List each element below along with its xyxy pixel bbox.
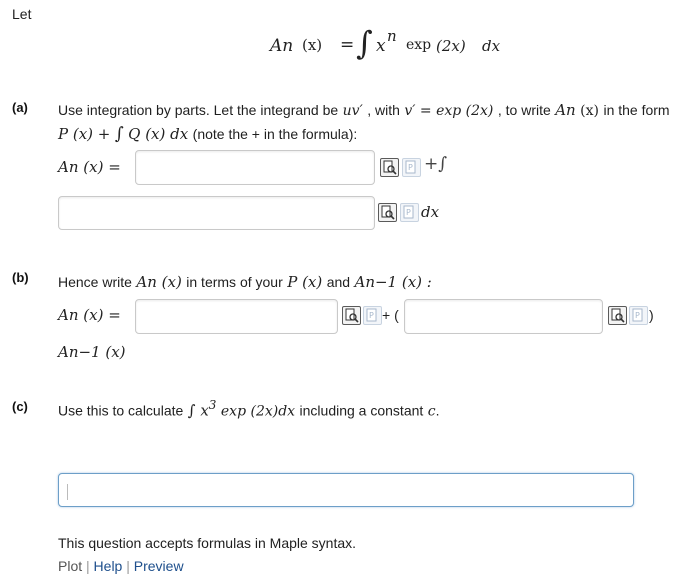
part-a-line1 — [58, 101, 700, 121]
formula-func: exp — [406, 37, 432, 53]
part-a-text: , to write — [497, 102, 551, 118]
part-b-label: (b) — [12, 270, 29, 285]
plus-integral: +∫ — [424, 154, 448, 174]
preview-link[interactable]: Preview — [133, 558, 184, 574]
maple-syntax-note: This question accepts formulas in Maple syntax. — [58, 535, 357, 551]
svg-text:P: P — [408, 163, 413, 172]
equation-help-icon[interactable] — [629, 306, 648, 325]
equation-help-icon[interactable] — [400, 203, 419, 222]
part-a-an: An — [555, 101, 576, 119]
part-b-text: in terms of your — [186, 274, 283, 290]
part-c-constant: c — [427, 403, 436, 420]
part-b-answer-field-1[interactable] — [135, 299, 338, 334]
part-a-answer-field-1[interactable] — [135, 150, 375, 185]
part-c-expr: exp (2x)dx — [220, 403, 296, 420]
part-a-label: (a) — [12, 100, 28, 115]
part-c-line1 — [58, 398, 439, 420]
formula-func-arg: (2x) — [436, 37, 466, 55]
help-link[interactable]: Help — [93, 558, 123, 574]
part-a-text: in the form — [603, 102, 670, 118]
main-formula — [270, 24, 530, 66]
part-a-exp: exp (2x) — [436, 103, 494, 119]
part-b-below: An−1 (x) — [58, 343, 126, 361]
equation-help-icon[interactable] — [402, 158, 421, 177]
let-label: Let — [12, 6, 32, 22]
part-c-text: Use this to calculate — [58, 402, 184, 419]
equation-help-icon[interactable] — [363, 306, 382, 325]
part-a-lhs: An (x) = — [58, 158, 121, 176]
svg-text:P: P — [635, 311, 640, 320]
part-c-integral: ∫ x — [187, 401, 209, 420]
part-b-answer-field-2[interactable] — [404, 299, 603, 334]
part-a-line2 — [58, 124, 357, 144]
plot-link[interactable]: Plot — [58, 558, 83, 574]
part-c-label: (c) — [12, 399, 28, 414]
part-a-uv: uv′ — [342, 103, 363, 119]
text-caret — [67, 484, 68, 500]
preview-icon[interactable] — [380, 158, 399, 177]
part-a-int: ∫ — [114, 124, 124, 144]
part-a-xarg: (x) — [580, 103, 599, 119]
part-a-eq: = — [419, 103, 432, 119]
footer-links — [58, 558, 184, 574]
separator: | — [126, 558, 130, 574]
formula-arg: (x) — [302, 36, 323, 54]
part-a-text: , with — [367, 102, 400, 118]
part-a-q: Q (x) dx — [128, 125, 189, 143]
svg-text:P: P — [369, 311, 374, 320]
part-c-period: . — [435, 402, 440, 419]
part-a-text: (note the + in the formula): — [192, 126, 358, 142]
formula-equals: = — [340, 35, 355, 55]
formula-dx: dx — [482, 37, 501, 55]
svg-text:P: P — [406, 208, 411, 217]
part-a-p: P (x) + — [58, 125, 111, 143]
part-b-line1 — [58, 273, 432, 292]
preview-icon[interactable] — [378, 203, 397, 222]
formula-power: n — [387, 27, 397, 45]
part-a-v: v′ — [404, 103, 416, 119]
part-c-text: including a constant — [299, 402, 424, 419]
part-b-an1: An−1 (x) : — [354, 273, 432, 291]
part-a-text: Use integration by parts. Let the integrand be — [58, 102, 339, 118]
part-b-p: P (x) — [287, 273, 323, 291]
preview-icon[interactable] — [342, 306, 361, 325]
close-paren: ) — [649, 307, 654, 323]
formula-x: x — [376, 36, 386, 56]
plus-paren: + ( — [382, 307, 399, 323]
part-a-answer-field-2[interactable] — [58, 196, 375, 230]
part-b-text: Hence write — [58, 274, 132, 290]
part-c-power: 3 — [208, 398, 217, 412]
part-b-lhs: An (x) = — [58, 306, 121, 324]
separator: | — [86, 558, 90, 574]
formula-lhs: An — [270, 36, 294, 56]
part-b-text: and — [326, 274, 351, 290]
integral-sign: ∫ — [356, 24, 373, 62]
dx-label: dx — [421, 203, 440, 221]
part-c-answer-field[interactable] — [58, 473, 634, 507]
preview-icon[interactable] — [608, 306, 627, 325]
part-b-an: An (x) — [136, 273, 182, 291]
